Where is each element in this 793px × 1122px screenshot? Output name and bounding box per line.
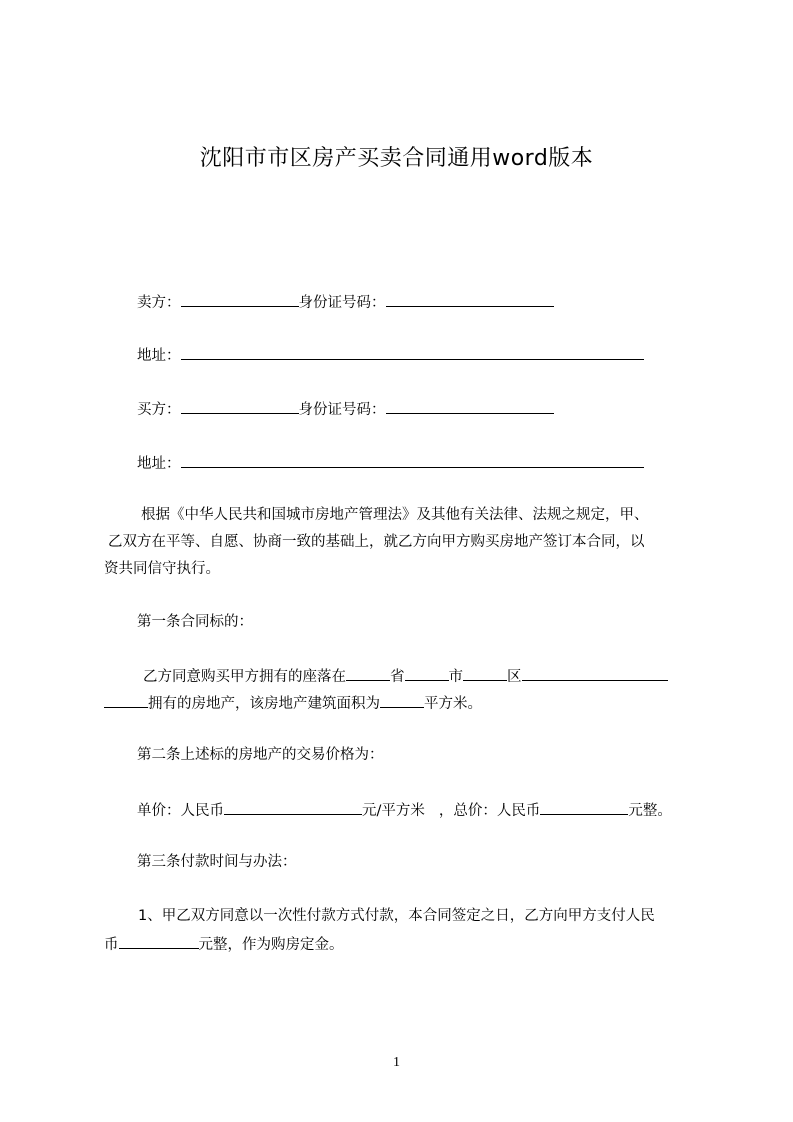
buyer-address-blank [181, 452, 644, 468]
total-price-unit: 元整。 [628, 803, 672, 819]
seller-line [137, 291, 554, 313]
city-label: 市 [448, 669, 463, 685]
seller-id-label: 身份证号码： [298, 295, 386, 311]
article3-item1-line-2 [104, 933, 344, 955]
buyer-id-label: 身份证号码： [298, 402, 386, 418]
total-price-label: ，总价：人民币 [438, 803, 541, 819]
location-blank [522, 665, 668, 681]
seller-address-line [137, 344, 644, 366]
area-unit: 平方米。 [424, 696, 482, 712]
page-number: 1 [393, 1055, 400, 1070]
total-price-blank [540, 799, 628, 815]
article1-paragraph-line-1 [143, 665, 668, 687]
seller-label: 卖方： [137, 295, 181, 311]
unit-price-unit: 元/平方米 [362, 803, 425, 819]
price-line [137, 799, 672, 821]
article3-item1-line-1: 1、甲乙双方同意以一次性付款方式付款，本合同签定之日，乙方向甲方支付人民 [138, 908, 655, 924]
buyer-line [137, 398, 554, 420]
district-blank [463, 665, 507, 681]
city-blank [405, 665, 449, 681]
preamble-line-2: 乙双方在平等、自愿、协商一致的基础上，就乙方向甲方购买房地产签订本合同，以 [108, 534, 645, 550]
area-blank [380, 692, 424, 708]
seller-name-blank [181, 291, 299, 307]
seller-id-blank [386, 291, 554, 307]
buyer-address-label: 地址： [137, 456, 181, 472]
preamble-line-1: 根据《中华人民共和国城市房地产管理法》及其他有关法律、法规之规定，甲、 [141, 507, 649, 523]
seller-address-blank [181, 344, 644, 360]
preamble-line-3: 资共同信守执行。 [104, 561, 220, 577]
article3-heading: 第三条付款时间与办法： [137, 854, 297, 870]
article2-heading: 第二条上述标的房地产的交易价格为： [137, 747, 384, 763]
article1-text: 乙方同意购买甲方拥有的座落在 [143, 669, 346, 685]
seller-address-label: 地址： [137, 348, 181, 364]
buyer-label: 买方： [137, 402, 181, 418]
district-label: 区 [507, 669, 522, 685]
unit-price-blank [224, 799, 362, 815]
article1-area-text: 拥有的房地产，该房地产建筑面积为 [148, 696, 380, 712]
owner-blank [104, 692, 148, 708]
buyer-address-line [137, 452, 644, 474]
province-label: 省 [390, 669, 405, 685]
currency-prefix: 币 [104, 937, 119, 953]
article1-heading: 第一条合同标的： [137, 614, 253, 630]
deposit-blank [119, 933, 199, 949]
province-blank [346, 665, 390, 681]
buyer-name-blank [181, 398, 299, 414]
article1-paragraph-line-2 [104, 692, 482, 714]
deposit-text: 元整，作为购房定金。 [198, 937, 344, 953]
document-title: 沈阳市市区房产买卖合同通用word版本 [199, 146, 594, 171]
buyer-id-blank [386, 398, 554, 414]
unit-price-label: 单价：人民币 [137, 803, 224, 819]
